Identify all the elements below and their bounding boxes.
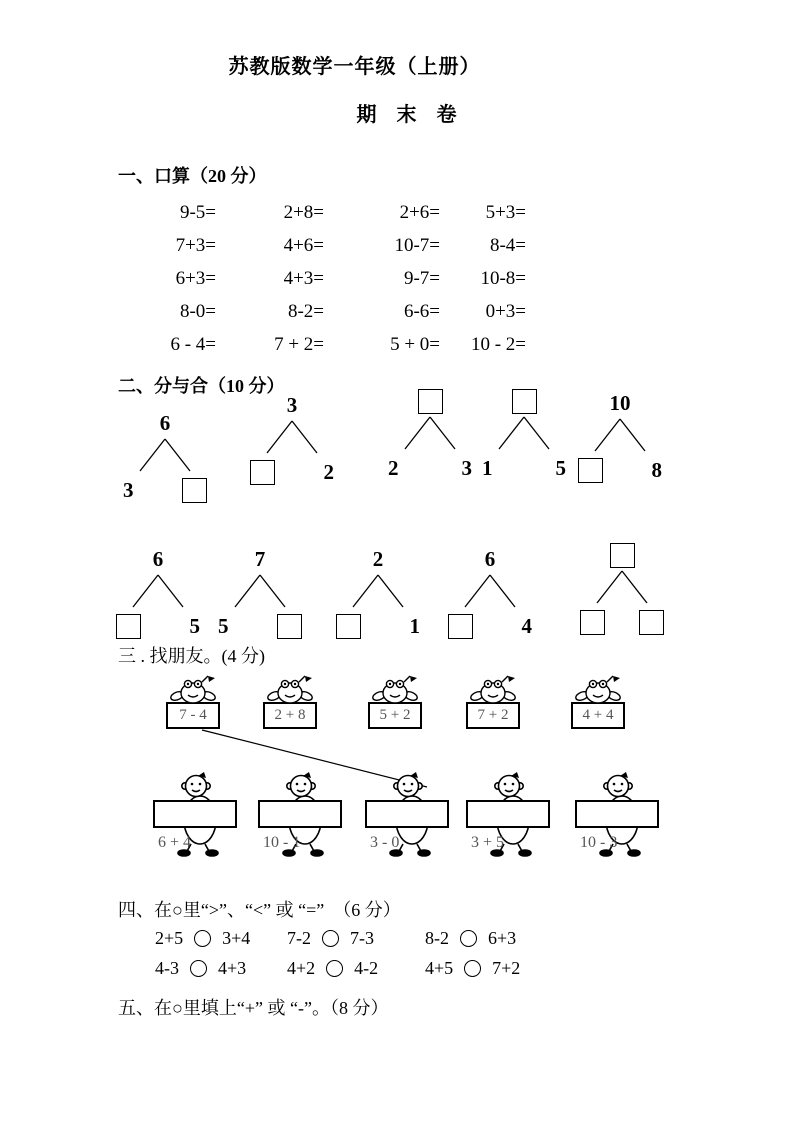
compare-left: 4+5: [425, 958, 454, 978]
oral-problem: 4+6=: [283, 235, 324, 256]
oral-problem: 4+3=: [283, 268, 324, 289]
tree-top-number: 10: [609, 391, 631, 415]
answer-box: [116, 614, 141, 639]
answer-box: [277, 614, 302, 639]
oral-problem: 8-2=: [287, 301, 324, 322]
answer-circle: [464, 960, 481, 977]
tree-top-number: 7: [254, 547, 266, 571]
number-tree: [113, 542, 203, 639]
tree-bottom-number: 3: [123, 478, 134, 502]
oral-problem: 6+3=: [175, 268, 216, 289]
answer-box: [448, 614, 473, 639]
match-bottom-card: [258, 772, 354, 862]
compare-left: 7-2: [287, 928, 311, 948]
frog-icon: [170, 675, 216, 705]
tree-bottom-number: 5: [555, 456, 566, 480]
card-expression: 3 - 0: [370, 834, 400, 851]
oral-problem: 6-6=: [403, 301, 440, 322]
expression-sign: 4 + 4: [571, 702, 625, 729]
oral-problem: 9-5=: [179, 202, 216, 223]
compare-item: [425, 928, 516, 949]
answer-box: [512, 389, 537, 414]
frog-icon: [267, 675, 313, 705]
tree-bottom-number: 3: [461, 456, 472, 480]
compare-right: 7+2: [492, 958, 521, 978]
card-expression: 10 - 1: [263, 834, 301, 851]
number-tree: [385, 384, 475, 481]
compare-right: 4-2: [354, 958, 379, 978]
oral-problems-grid: [130, 196, 526, 361]
expression-sign: 7 + 2: [466, 702, 520, 729]
oral-problem: 7 + 2=: [274, 334, 324, 355]
oral-problem: 7+3=: [175, 235, 216, 256]
tree-bottom-number: 1: [482, 456, 493, 480]
page-title: 苏教版数学一年级（上册）: [228, 56, 481, 78]
oral-problem: 2+8=: [283, 202, 324, 223]
section-match-heading: 三 . 找朋友。(4 分): [118, 646, 265, 666]
answer-box: [610, 543, 635, 568]
answer-box: [639, 610, 664, 635]
tree-top-number: 6: [152, 547, 164, 571]
match-bottom-card: [575, 772, 671, 862]
tree-bottom-number: 5: [189, 614, 200, 638]
answer-box: [250, 460, 275, 485]
expression-sign: 2 + 8: [263, 702, 317, 729]
number-tree: [577, 538, 667, 635]
answer-circle: [460, 930, 477, 947]
oral-problem: 6 - 4=: [170, 334, 216, 355]
oral-problem: 5 + 0=: [390, 334, 440, 355]
number-tree: [479, 384, 569, 481]
tree-branches: [130, 437, 200, 473]
oral-problem: 2+6=: [399, 202, 440, 223]
compare-left: 8-2: [425, 928, 449, 948]
tree-bottom-number: 2: [388, 456, 399, 480]
blank-sign: [575, 800, 659, 828]
tree-bottom-number: 2: [323, 460, 334, 484]
tree-branches: [455, 573, 525, 609]
oral-problem: 10-8=: [480, 268, 526, 289]
oral-problem: 8-4=: [489, 235, 526, 256]
compare-left: 4-3: [155, 958, 179, 978]
card-expression: 6 + 4: [158, 834, 192, 851]
expression-sign: 7 - 4: [166, 702, 220, 729]
oral-problem: 5+3=: [485, 202, 526, 223]
oral-problem: 10 - 2=: [470, 334, 526, 355]
tree-bottom-number: 1: [409, 614, 420, 638]
compare-left: 2+5: [155, 928, 184, 948]
tree-top-number: 3: [286, 393, 298, 417]
answer-box: [418, 389, 443, 414]
card-expression: 3 + 5: [471, 834, 505, 851]
tree-top-number: 2: [372, 547, 384, 571]
compare-right: 3+4: [222, 928, 251, 948]
number-tree: [575, 386, 665, 483]
match-top-card: [368, 675, 422, 729]
compare-item: [425, 958, 520, 979]
tree-branches: [123, 573, 193, 609]
match-top-card: [166, 675, 220, 729]
tree-branches: [395, 415, 465, 451]
blank-sign: [365, 800, 449, 828]
compare-item: [155, 958, 246, 979]
blank-sign: [466, 800, 550, 828]
oral-problem: 0+3=: [485, 301, 526, 322]
section-oral-heading: 一、口算（20 分）: [118, 166, 267, 186]
tree-bottom-number: 8: [651, 458, 662, 482]
match-top-card: [466, 675, 520, 729]
oral-problem: 10-7=: [394, 235, 440, 256]
compare-left: 4+2: [287, 958, 316, 978]
number-tree: [120, 406, 210, 503]
compare-right: 7-3: [350, 928, 374, 948]
expression-sign: 5 + 2: [368, 702, 422, 729]
answer-box: [182, 478, 207, 503]
tree-branches: [587, 569, 657, 605]
match-bottom-card: [365, 772, 461, 862]
frog-icon: [372, 675, 418, 705]
tree-bottom-number: 5: [218, 614, 229, 638]
card-expression: 10 - 3: [580, 834, 618, 851]
oral-problem: 9-7=: [403, 268, 440, 289]
tree-branches: [343, 573, 413, 609]
match-top-card: [571, 675, 625, 729]
match-top-card: [263, 675, 317, 729]
number-tree: [247, 388, 337, 485]
compare-right: 4+3: [218, 958, 247, 978]
oral-problem: 8-0=: [179, 301, 216, 322]
section-compare-heading: 四、在○里“>”、“<” 或 “=” （6 分）: [118, 900, 401, 920]
blank-sign: [258, 800, 342, 828]
section-fill-heading: 五、在○里填上“+” 或 “-”。（8 分）: [118, 998, 389, 1018]
answer-circle: [322, 930, 339, 947]
match-bottom-card: [466, 772, 562, 862]
answer-circle: [190, 960, 207, 977]
match-bottom-card: [153, 772, 249, 862]
number-tree: [215, 542, 305, 639]
compare-right: 6+3: [488, 928, 517, 948]
compare-item: [155, 928, 250, 949]
tree-branches: [489, 415, 559, 451]
number-tree: [333, 542, 423, 639]
tree-branches: [257, 419, 327, 455]
answer-box: [336, 614, 361, 639]
tree-branches: [585, 417, 655, 453]
answer-circle: [194, 930, 211, 947]
tree-top-number: 6: [484, 547, 496, 571]
answer-circle: [326, 960, 343, 977]
section-compose-heading: 二、分与合（10 分）: [118, 376, 285, 396]
frog-icon: [470, 675, 516, 705]
answer-box: [580, 610, 605, 635]
page-subtitle: 期 末 卷: [356, 104, 457, 126]
compare-item: [287, 958, 378, 979]
frog-icon: [575, 675, 621, 705]
tree-branches: [225, 573, 295, 609]
tree-bottom-number: 4: [521, 614, 532, 638]
number-tree: [445, 542, 535, 639]
compare-item: [287, 928, 374, 949]
answer-box: [578, 458, 603, 483]
blank-sign: [153, 800, 237, 828]
tree-top-number: 6: [159, 411, 171, 435]
